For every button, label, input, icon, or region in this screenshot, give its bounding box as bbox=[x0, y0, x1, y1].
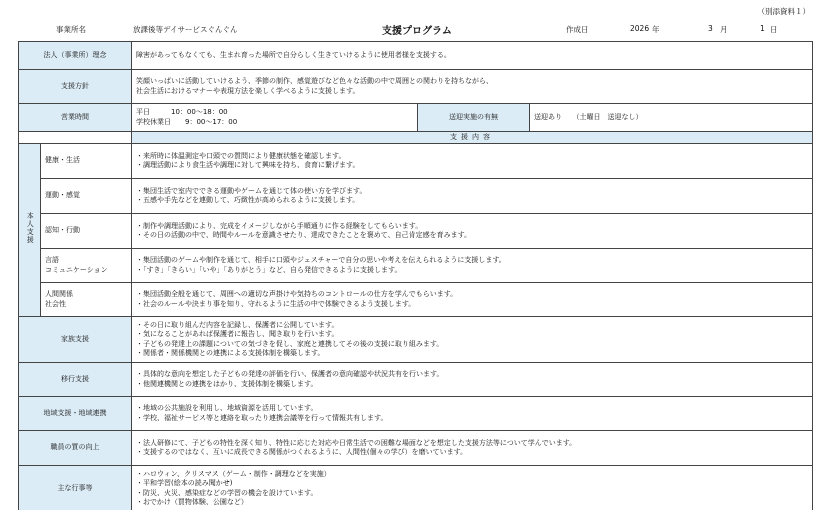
hours-label: 営業時間 bbox=[19, 104, 132, 132]
document-header bbox=[18, 24, 812, 38]
community-text: ・地域の公共施設を利用し、地域資源を活用しています。 ・学校、福祉サービス等と連絡を取ったり連携会議等を行って情報共有します。 bbox=[132, 397, 813, 431]
support-program-table bbox=[18, 41, 813, 510]
created-label: 作成日 bbox=[566, 25, 589, 34]
community-row bbox=[19, 397, 813, 431]
created-year: 2026 bbox=[630, 24, 650, 33]
policy-text: 笑顔いっぱいに活動していけるよう、季節の制作、感覚遊びなど色々な活動の中で周囲との関わりを持ちながら、 社会生活におけるマナーや表現方法を楽しく学べるように支援します。 bbox=[132, 70, 813, 104]
social-label: 人間関係 社会性 bbox=[41, 283, 132, 317]
annex-label: （別添資料１） bbox=[757, 7, 810, 16]
created-month: 3 bbox=[708, 24, 713, 33]
language-label: 言語 コミュニケーション bbox=[41, 249, 132, 283]
transition-text: ・具体的な意向を想定した子どもの発達の評価を行い、保護者の意向確認や状況共有を行います。 ・他関連機関との連携をはかり、支援体制を構築します。 bbox=[132, 363, 813, 397]
created-day: 1 bbox=[760, 24, 765, 33]
motor-label: 運動・感覚 bbox=[41, 179, 132, 214]
personal-row-health bbox=[19, 144, 813, 179]
health-text: ・来所時に体温測定や口頭での質問により健康状態を確認します。 ・調理活動により食生活や調理に対して興味を持ち、食育に繋げます。 bbox=[132, 144, 813, 179]
transport-label: 送迎実施の有無 bbox=[418, 104, 530, 132]
year-unit: 年 bbox=[652, 25, 660, 34]
philosophy-row bbox=[19, 42, 813, 70]
social-text: ・集団活動全般を通じて、周囲への適切な声掛けや気持ちのコントロールの仕方を学んでもらいます。 ・社会のルールや決まり事を知り、守れるように生活の中で体験できるよう支援します。 bbox=[132, 283, 813, 317]
office-name: 放課後等デイサービスぐんぐん bbox=[133, 25, 238, 34]
philosophy-label: 法人（事業所）理念 bbox=[19, 42, 132, 70]
family-row bbox=[19, 317, 813, 363]
philosophy-text: 障害があってもなくても、生まれ育った場所で自分らしく生きていけるように使用者様を支援する。 bbox=[132, 42, 813, 70]
page-title: 支援プログラム bbox=[382, 26, 452, 37]
transport-value: 送迎あり （土曜日 送迎なし） bbox=[530, 104, 813, 132]
events-row bbox=[19, 466, 813, 510]
cognition-text: ・制作や調理活動により、完成をイメージしながら手順通りに作る経験をしてもらいます。 ・その日の活動の中で、時間やルールを意識させたり、達成できたことを褒めて、自己肯定感を育みます。 bbox=[132, 214, 813, 249]
health-label: 健康・生活 bbox=[41, 144, 132, 179]
community-label: 地域支援・地域連携 bbox=[19, 397, 132, 431]
personal-row-motor bbox=[19, 179, 813, 214]
support-header: 支援内容 bbox=[132, 132, 813, 144]
hours-row bbox=[19, 104, 813, 132]
personal-support-label: 本人支援 bbox=[19, 144, 41, 317]
staff-label: 職員の質の向上 bbox=[19, 431, 132, 466]
staff-row bbox=[19, 431, 813, 466]
family-text: ・その日に取り組んだ内容を記録し、保護者に公開しています。 ・気になることがあれば保護者に報告し、聞き取りを行います。 ・子どもの発達上の課題についての気づきを促し、家庭と連携してその後の支援に取り組みます。 ・関係者・関係機関との連携による支援体制を構築します。 bbox=[132, 317, 813, 363]
policy-label: 支援方針 bbox=[19, 70, 132, 104]
staff-text: ・法人研修にて、子どもの特性を深く知り、特性に応じた対応や日常生活での困難な場面などを想定した支援方法等について学んでいます。 ・支援するのではなく、互いに成長できる関係がつくれるように、人間性(個々の学び）を磨いています。 bbox=[132, 431, 813, 466]
family-label: 家族支援 bbox=[19, 317, 132, 363]
transition-label: 移行支援 bbox=[19, 363, 132, 397]
motor-text: ・集団生活で室内でできる運動やゲームを通じて体の使い方を学びます。 ・五感や手先などを連動して、巧緻性が高められるように支援します。 bbox=[132, 179, 813, 214]
personal-row-cognition bbox=[19, 214, 813, 249]
office-label: 事業所名 bbox=[56, 25, 86, 34]
policy-row bbox=[19, 70, 813, 104]
language-text: ・集団活動のゲームや制作を通じて、相手に口頭やジェスチャーで自分の思いや考えを伝えられるように支援します。 ・「すき」「きらい」「いや」「ありがとう」など、自ら発信できるように支援します。 bbox=[132, 249, 813, 283]
personal-row-social bbox=[19, 283, 813, 317]
personal-row-language bbox=[19, 249, 813, 283]
hours-text: 平日 10：00～18：00 学校休業日 9：00～17：00 bbox=[132, 104, 418, 132]
cognition-label: 認知・行動 bbox=[41, 214, 132, 249]
transition-row bbox=[19, 363, 813, 397]
events-text: ・ハロウィン、クリスマス（ゲーム・制作・調理などを実施） ・平和学習(絵本の読み聞かせ) ・防災、火災、感染症などの学習の機会を設けています。 ・おでかけ（買物体験、公園など） bbox=[132, 466, 813, 510]
support-header-row bbox=[19, 132, 813, 144]
day-unit: 日 bbox=[770, 25, 778, 34]
events-label: 主な行事等 bbox=[19, 466, 132, 510]
month-unit: 月 bbox=[720, 25, 728, 34]
